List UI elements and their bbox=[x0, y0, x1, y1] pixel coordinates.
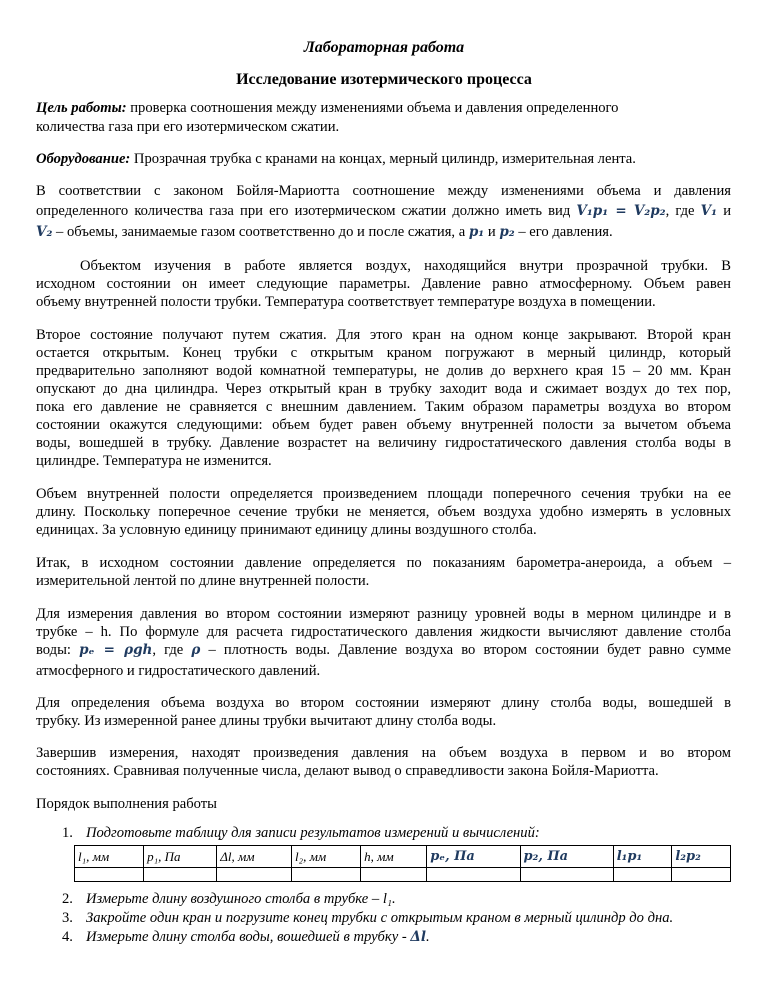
step-3-text: Закройте один кран и погрузите конец трубки с открытым краном в мерный цилиндр до дна. bbox=[86, 910, 674, 926]
step-1-text: Подготовьте таблицу для записи результатов измерений и вычислений: bbox=[86, 825, 540, 841]
p5-line-2: измерительной лентой по длине внутренней полости. bbox=[36, 573, 370, 589]
step-4-number: 4. bbox=[62, 929, 73, 945]
step-2-number: 2. bbox=[62, 891, 73, 907]
p6-line-3: воды: pₑ = ρgh, где ρ – плотность воды. Давление воздуха во втором состоянии будет равно сумме bbox=[36, 642, 732, 658]
p3-line-3: предварительно заполняют водой комнатной температуры, не долив до верхнего края 15 – 20 мм. Кран bbox=[36, 363, 731, 379]
p1-symbol: p₁ bbox=[468, 224, 485, 240]
p3-line-8: цилиндре. Температура не изменится. bbox=[36, 453, 272, 469]
table-header-row bbox=[75, 846, 731, 868]
table-header-cell: l₂p₂ bbox=[672, 846, 731, 868]
p1-line-2: определенного количества газа при его изотермическом сжатии должно иметь вид V₁p₁ = V₂p₂, где V₁ и bbox=[36, 203, 731, 219]
p3-line-6: состоянии окажутся следующими: объем будет равен объему внутренней полости за вычетом объема bbox=[36, 417, 731, 433]
table-header-cell: pₑ, Па bbox=[427, 846, 520, 868]
step-3-number: 3. bbox=[62, 910, 73, 926]
p3-line-5: пока его давление не сравняется с внешним давлением. Таким образом параметры воздуха во втором bbox=[36, 399, 731, 415]
delta-l-symbol: Δl bbox=[410, 929, 426, 945]
table-cell bbox=[144, 868, 217, 882]
p8-line-1: Завершив измерения, находят произведения давления на объем воздуха в первом и во втором bbox=[36, 745, 731, 761]
p5-line-1: Итак, в исходном состоянии давление определяется по показаниям барометра-анероида, а объем – bbox=[36, 555, 731, 571]
p2-line-2: исходном состоянии он имеет следующие параметры. Давление равно атмосферному. Объем равен bbox=[36, 276, 731, 292]
table-header-cell: Δl, мм bbox=[217, 846, 292, 868]
table-header-cell: l₁, мм bbox=[75, 846, 144, 868]
p6-line-4: атмосферного и гидростатического давлений. bbox=[36, 663, 321, 679]
page-subtitle: Исследование изотермического процесса bbox=[236, 71, 532, 88]
p6-line-1: Для измерения давления во втором состоянии измеряют разницу уровней воды в мерном цилиндре и в bbox=[36, 606, 731, 622]
table-header-cell: l₂, мм bbox=[291, 846, 360, 868]
table-cell bbox=[217, 868, 292, 882]
goal-text-1: проверка соотношения между изменениями объема и давления определенного bbox=[126, 100, 619, 116]
table-cell bbox=[291, 868, 360, 882]
boyle-formula: V₁p₁ = V₂p₂ bbox=[576, 203, 666, 219]
table-header-cell: h, мм bbox=[361, 846, 427, 868]
p1-line-1: В соответствии с законом Бойля-Мариотта соотношение между изменениями объема и давления bbox=[36, 183, 731, 199]
equipment-label: Оборудование: bbox=[36, 151, 131, 167]
p2-line-3: объему внутренней полости трубки. Температура соответствует температуре воздуха в помещении. bbox=[36, 294, 656, 310]
p3-line-2: остается открытым. Конец трубки с открытым краном погружают в мерный цилиндр, который bbox=[36, 345, 731, 361]
step-4-text: Измерьте длину столба воды, вошедшей в трубку - bbox=[86, 929, 407, 945]
p3-line-7: воды, вошедшей в трубку. Давление возрастет на величину гидростатического давления столба воды в bbox=[36, 435, 731, 451]
table-row bbox=[75, 868, 731, 882]
p8-line-2: состояниях. Сравнивая полученные числа, делают вывод о справедливости закона Бойля-Мариотта. bbox=[36, 763, 659, 779]
v2-symbol: V₂ bbox=[36, 224, 53, 240]
table-header-cell: p₁, Па bbox=[144, 846, 217, 868]
rho-symbol: ρ bbox=[191, 642, 201, 658]
p2-symbol: p₂ bbox=[499, 224, 515, 240]
p4-line-1: Объем внутренней полости определяется произведением площади поперечного сечения трубки на ее bbox=[36, 486, 731, 502]
equipment-line bbox=[36, 150, 636, 168]
p4-line-2: длину. Поскольку поперечное сечение трубки не меняется, объем воздуха удобно измерять в условных bbox=[36, 504, 731, 520]
p4-line-3: единицах. За условную единицу принимают единицу длины воздушного столба. bbox=[36, 522, 537, 538]
p3-line-4: опускают до дна цилиндра. Через открытый кран в трубку заходит вода и сжимает воздух до тех пор, bbox=[36, 381, 731, 397]
v1-symbol: V₁ bbox=[700, 203, 718, 219]
table-cell bbox=[361, 868, 427, 882]
goal-line-1 bbox=[36, 99, 618, 117]
step-1-number: 1. bbox=[62, 825, 73, 841]
p3-line-1: Второе состояние получают путем сжатия. Для этого кран на одном конце закрывают. Второй кран bbox=[36, 327, 731, 343]
table-cell bbox=[672, 868, 731, 882]
table-cell bbox=[613, 868, 672, 882]
goal-label: Цель работы: bbox=[36, 100, 127, 116]
p6-line-2: трубке – h. По формуле для расчета гидростатического давления жидкости вычисляют давление столба bbox=[36, 624, 731, 640]
table-cell bbox=[427, 868, 520, 882]
p7-line-1: Для определения объема воздуха во втором состоянии измеряют длину столба воды, вошедшей в bbox=[36, 695, 731, 711]
hydrostatic-formula: pₑ = ρgh bbox=[79, 642, 153, 658]
step-4-line: Измерьте длину столба воды, вошедшей в трубку - Δl. bbox=[86, 929, 430, 945]
page-title: Лабораторная работа bbox=[303, 39, 465, 56]
table-cell bbox=[520, 868, 613, 882]
table-header-cell: p₂, Па bbox=[520, 846, 613, 868]
step-2-text: Измерьте длину воздушного столба в трубке – l₁. bbox=[86, 891, 396, 907]
table-cell bbox=[75, 868, 144, 882]
procedure-title: Порядок выполнения работы bbox=[36, 796, 217, 812]
p2-line-1: Объектом изучения в работе является воздух, находящийся внутри прозрачной трубки. В bbox=[80, 258, 731, 274]
equipment-text: Прозрачная трубка с кранами на концах, мерный цилиндр, измерительная лента. bbox=[130, 151, 636, 167]
p1-line-3: V₂ – объемы, занимаемые газом соответственно до и после сжатия, а p₁ и p₂ – его давления. bbox=[36, 224, 613, 240]
table-header-cell: l₁p₁ bbox=[613, 846, 672, 868]
p7-line-2: трубку. Из измеренной ранее длины трубки вычитают длину столба воды. bbox=[36, 713, 497, 729]
goal-text-2: количества газа при его изотермическом сжатии. bbox=[36, 119, 340, 135]
results-table bbox=[74, 845, 731, 882]
